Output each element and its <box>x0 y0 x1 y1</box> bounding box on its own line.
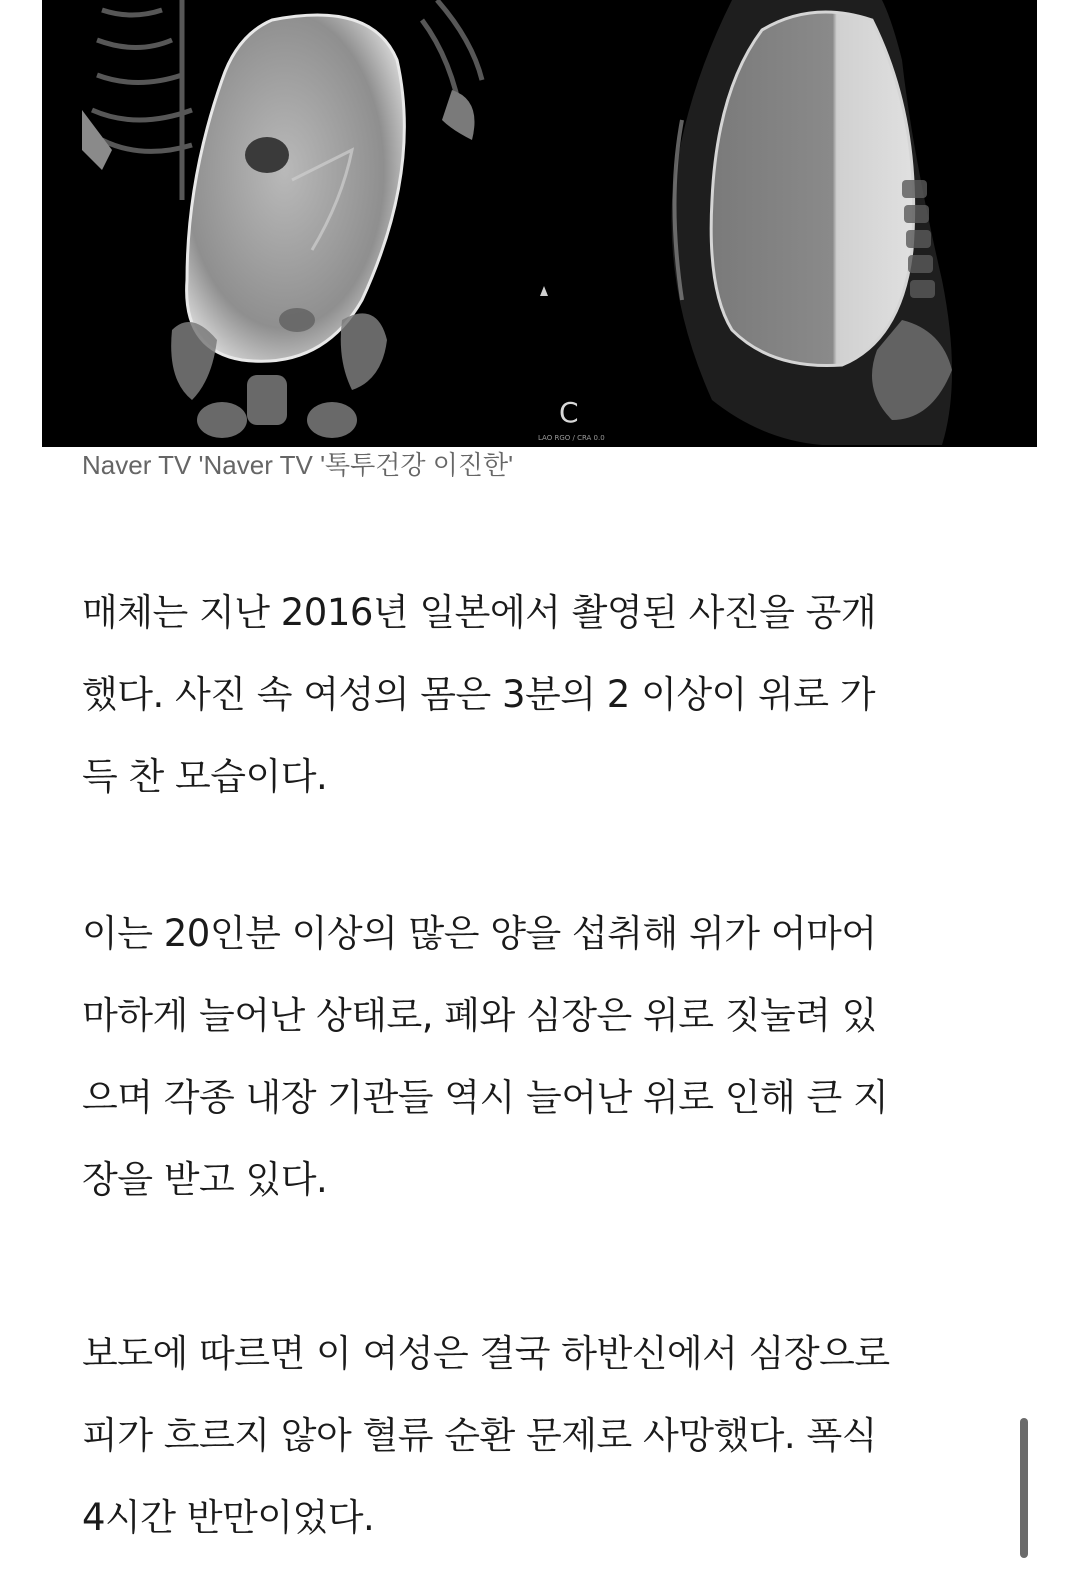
paragraph-line: 마하게 늘어난 상태로, 폐와 심장은 위로 짓눌려 있 <box>82 994 877 1037</box>
paragraph-3 <box>82 1313 982 1559</box>
paragraph-line: 이는 20인분 이상의 많은 양을 섭취해 위가 어마어 <box>82 912 877 955</box>
paragraph-line: 장을 받고 있다. <box>82 1158 328 1201</box>
paragraph-line: 피가 흐르지 않아 혈류 순환 문제로 사망했다. 폭식 <box>82 1414 877 1457</box>
paragraph-2 <box>82 893 982 1221</box>
paragraph-1 <box>82 572 982 818</box>
scan-meta-label: LAO RGO / CRA 0.0 <box>538 434 605 442</box>
paragraph-line: 매체는 지난 2016년 일본에서 촬영된 사진을 공개 <box>82 591 877 634</box>
ct-scan-graphic <box>42 0 1037 447</box>
paragraph-line: 득 찬 모습이다. <box>82 755 328 798</box>
paragraph-line: 보도에 따르면 이 여성은 결국 하반신에서 심장으로 <box>82 1332 890 1375</box>
orientation-letter: C <box>559 396 579 429</box>
paragraph-line: 4시간 반만이었다. <box>82 1496 375 1539</box>
scrollbar-thumb[interactable] <box>1020 1418 1028 1558</box>
image-caption: Naver TV 'Naver TV '톡투건강 이진한' <box>82 450 514 480</box>
ct-scan-image <box>42 0 1037 447</box>
paragraph-line: 했다. 사진 속 여성의 몸은 3분의 2 이상이 위로 가 <box>82 673 876 716</box>
paragraph-line: 으며 각종 내장 기관들 역시 늘어난 위로 인해 큰 지 <box>82 1076 889 1119</box>
